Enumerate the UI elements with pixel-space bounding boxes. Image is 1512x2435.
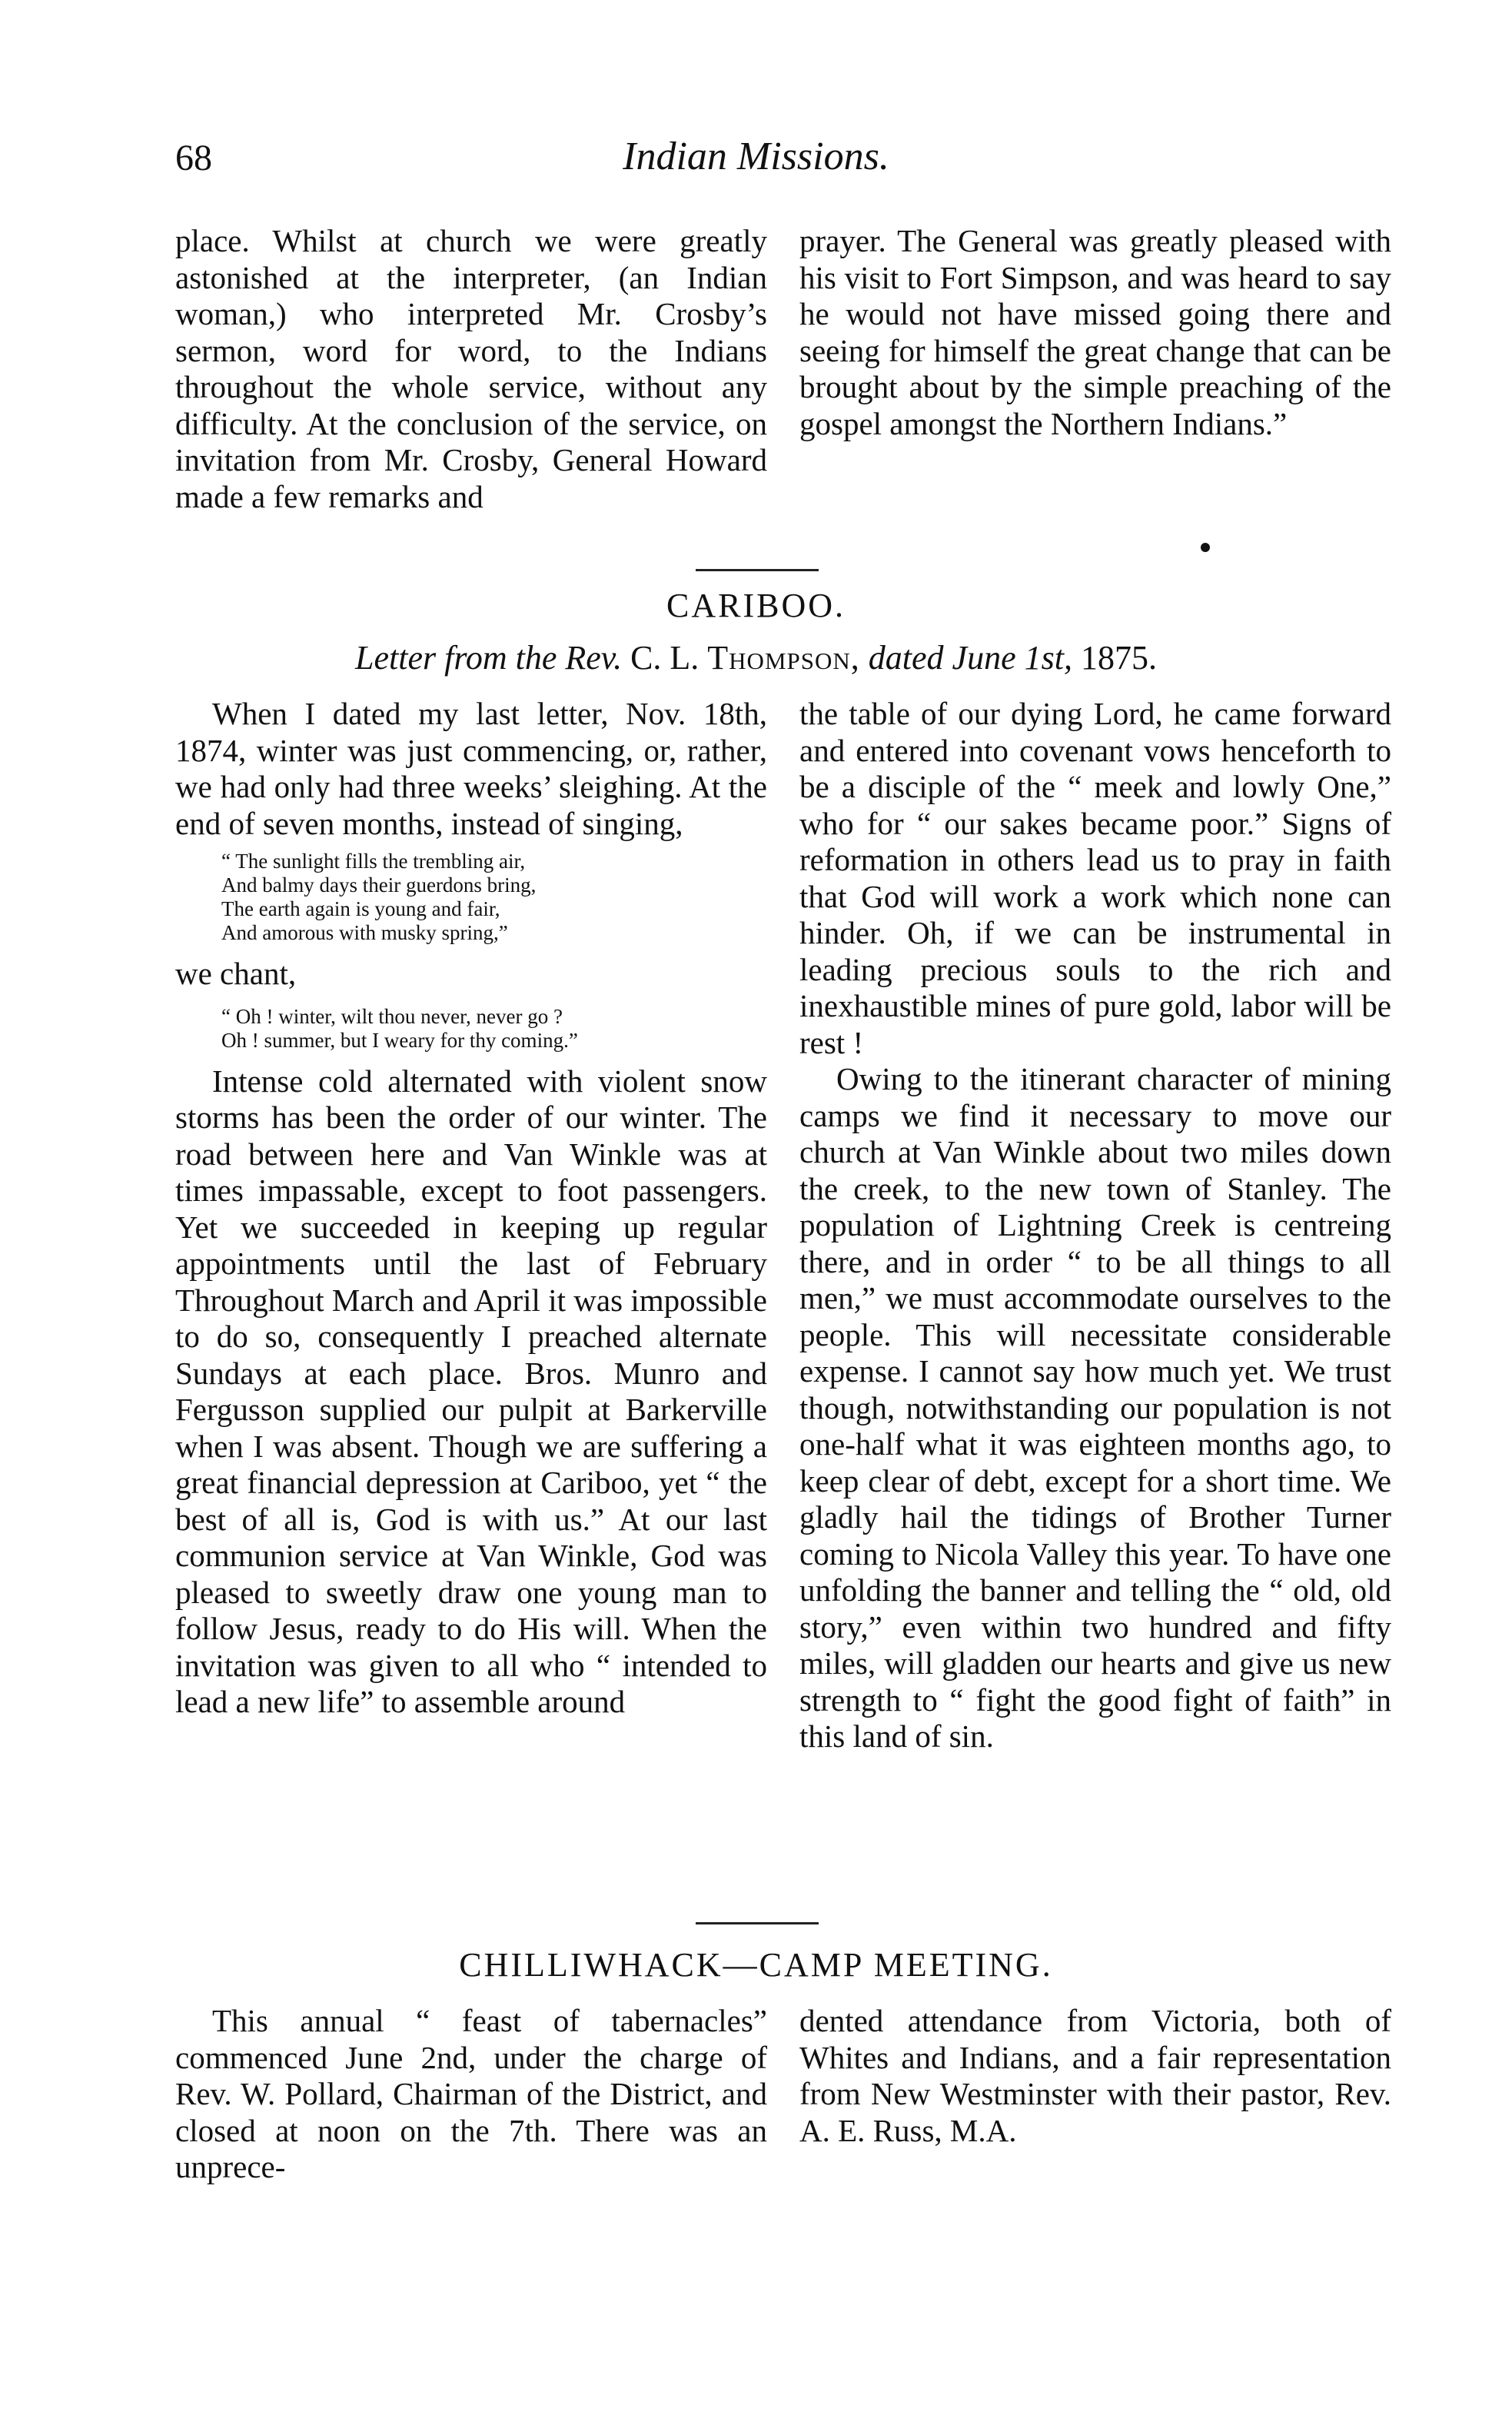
- chilliwhack-left-column: [175, 2003, 767, 2186]
- poem-line: The earth again is young and fair,: [221, 897, 500, 920]
- chilliwhack-paragraph-left: This annual “ feast of tabernacles” commenced June 2nd, under the charge of Rev. W. Pollard, Chairman of the District, and closed at noon on the 7th. There was an unprece-: [175, 2003, 767, 2184]
- continuation-right-text: prayer. The General was greatly pleased with his visit to Fort Simpson, and was heard to say he would not have missed going there and seeing for himself the great change that can be brought about by the simple preaching of the gospel amongst the Northern Indians.”: [799, 223, 1391, 441]
- byline-year: 1875.: [1080, 639, 1157, 677]
- poem-line: Oh ! summer, but I weary for thy coming.”: [221, 1028, 578, 1052]
- section-divider: [696, 1922, 819, 1924]
- cariboo-right-column: [799, 696, 1391, 1755]
- chilliwhack-right-column: [799, 2003, 1391, 2149]
- cariboo-paragraph-1: When I dated my last letter, Nov. 18th, 1874, winter was just commencing, or, rather, we had only had three weeks’ sleighing. At the end of seven months, instead of singing,: [175, 696, 767, 841]
- poem-stanza-2: [221, 1005, 767, 1053]
- chilliwhack-paragraph-right: dented attendance from Victoria, both of Whites and Indians, and a fair representation from New Westminster with their pastor, Rev. A. E. Russ, M.A.: [799, 2003, 1391, 2148]
- letter-byline: [0, 638, 1512, 677]
- poem-stanza-1: [221, 850, 767, 945]
- section-heading-chilliwhack: CHILLIWHACK—CAMP MEETING.: [459, 1946, 1053, 1984]
- byline-initials: C. L.: [630, 639, 700, 677]
- byline-date: dated June 1st,: [868, 639, 1072, 677]
- byline-prefix: Letter from the Rev.: [355, 639, 623, 677]
- cariboo-paragraph-4: Owing to the itinerant character of mining camps we find it necessary to move our church at Van Winkle about two miles down the creek, to the new town of Stanley. The population of Lightning Creek is centreing there, and in order “ to be all things to all men,” we must accommodate ourselves to the people. This will necessitate considerable expense. I cannot say how much yet. We trust though, notwithstanding our population is not one-half what it was eighteen months ago, to keep clear of debt, except for a short time. We gladly hail the tidings of Brother Turner coming to Nicola Valley this year. To have one unfolding the banner and telling the “ old, old story,” even within two hundred and fifty miles, will gladden our hearts and give us new strength to “ fight the good fight of faith” in this land of sin.: [799, 1061, 1391, 1754]
- continuation-left-text: place. Whilst at church we were greatly astonished at the interpreter, (an Indian woman,) who interpreted Mr. Crosby’s sermon, word for word, to the Indians throughout the whole service, without any difficulty. At the conclusion of the service, on invitation from Mr. Crosby, General Howard made a few remarks and: [175, 223, 767, 514]
- byline-name: Thompson,: [707, 639, 860, 677]
- poem-line: And balmy days their guerdons bring,: [221, 873, 537, 896]
- poem-line: “ The sunlight fills the trembling air,: [221, 850, 526, 873]
- section-heading-cariboo: CARIBOO.: [666, 587, 846, 624]
- cariboo-paragraph-3: the table of our dying Lord, he came forward and entered into covenant vows henceforth to be a disciple of the “ meek and lowly One,” who for “ our sakes became poor.” Signs of reformation in others lead us to pray in faith that God will work a work which none can hinder. Oh, if we can be instrumental in leading precious souls to the rich and inexhaustible mines of pure gold, labor will be rest !: [799, 696, 1391, 1060]
- running-title: Indian Missions.: [623, 135, 889, 178]
- we-chant-line: we chant,: [175, 956, 297, 991]
- poem-line: “ Oh ! winter, wilt thou never, never go ?: [221, 1004, 563, 1028]
- cariboo-left-column: [175, 696, 767, 1721]
- section-divider: [696, 569, 819, 571]
- cariboo-paragraph-2: Intense cold alternated with violent snow storms has been the order of our winter. The road between here and Van Winkle was at times impassable, except to foot passengers. Yet we succeeded in keeping up regular appointments until the last of February Throughout March and April it was impossible to do so, consequently I preached alternate Sundays at each place. Bros. Munro and Fergusson supplied our pulpit at Barkerville when I was absent. Though we are suffering a great financial depression at Cariboo, yet “ the best of all is, God is with us.” At our last communion service at Van Winkle, God was pleased to sweetly draw one young man to follow Jesus, ready to do His will. When the invitation was given to all who “ intended to lead a new life” to assemble around: [175, 1063, 767, 1719]
- continuation-left-column: [175, 223, 767, 515]
- continuation-right-column: [799, 223, 1391, 442]
- ink-dot: [1201, 543, 1210, 552]
- page-number: 68: [175, 138, 212, 178]
- poem-line: And amorous with musky spring,”: [221, 921, 508, 944]
